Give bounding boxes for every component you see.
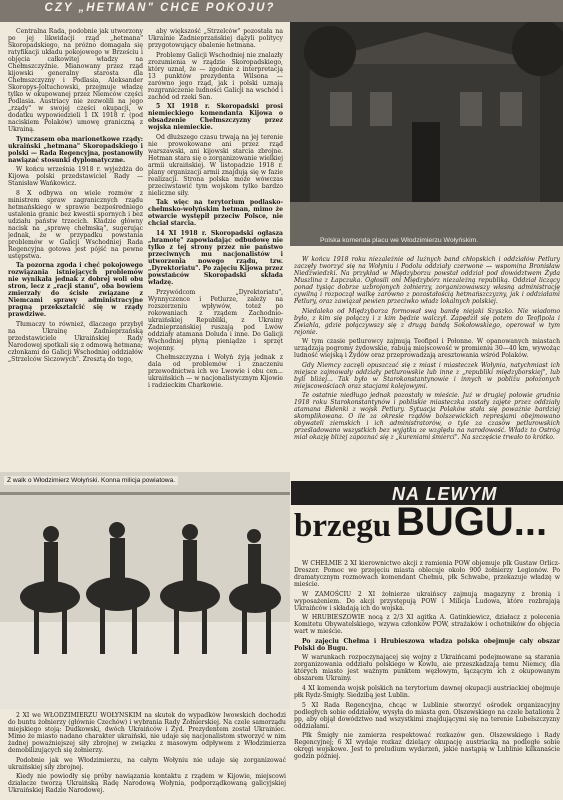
paragraph: 14 XI 1918 r. Skoropadski ogłasza „hramotę" zapowiadając odbudowę nie tylko z tej strony przez nie państwo przeciwnych mu nacjonalistów i utworzenia nowego rządu, tzw. „Dyrektoriatu". Po zajęciu Kijowa przez powstańców Skoropadski składa władzę. xyxy=(148,229,283,286)
paragraph: Tak więc na terytorium podlasko-chełmsko-wołyńskim hetman, mimo że otwarcie występił przeciw Polsce, nie chciał starcia. xyxy=(148,199,283,228)
paragraph: Problemy Galicji Wschodniej nie znalazły zrozumienia w rządzie Skoropadskiego, który uznał, że — zgodnie z interpretacją 13 punktów prezydenta Wilsona — zarówno jego rząd, jak i polski uznają rozgraniczenie ludności Galicji na wschód i zachód od rzeki San. xyxy=(148,51,283,101)
paragraph: W ZAMOŚCIU 2 XI żołnierze ukraińscy zajmują magazyny z bronią i wyposażeniem. Do akcji przystępują POW i Milicja Ludowa, które rozbrajają Ukraińców i składają ich do wojska. xyxy=(294,590,560,612)
paragraph: Niedaleko od Międzyborza formował swą bandę niejaki Szyszko. Nie wiadomo było, z kim się połączy i z kim będzie walczył. Zapędził się potem do Teofipola i Zwiahla, gdzie połączywszy się z drugą bandą Sokołowskiego, operował w tym rejonie. xyxy=(294,307,560,336)
article-column-right-bottom xyxy=(294,560,560,796)
paragraph: Kiedy nie powiodły się próby nawiązania kontaktu z rządem w Kijowie, miejscowi działacze tworzą Ukraińską Radę Narodową Wołynia, podporządkowaną galicyjskiej Ukraińskiej Radzie Narodowej. xyxy=(8,773,286,795)
paragraph: Gdy Niemcy zaczęli opuszczać się z miast i miasteczek Wołynia, natychmiast ich miejsce zajmowały oddziały petlurowskie lub inne z „republiki międzyborskiej", lub byli bliżej... Tak było w Starokonstantynowie i innych w pobliżu położonych miejscowościach oraz stacjami kolejowymi. xyxy=(294,361,560,390)
paragraph: W warunkach rozpoczynającej się wojny z Ukraińcami podejmowane są starania zorganizowania oddziału polskiego w Kowlu, aie przeszkadzają temu Niemcy, dla których miasto jest ważnym punktem węzłowym, łączącym ich z okupowanym obszarem Ukrainy. xyxy=(294,654,560,683)
paragraph: Przywódcom „Dyrektoriatu", Wynnyczence i Petlurze, zależy na rozszerzeniu wpływów, toteż po rokowaniach z rządem Zachodnio-ukraińskiej Republiki, z Ukrainy Zadnieprzańskiej ruszają pod Lwów oddziały atamana Doluda i inne. Do Galicji Wschodniej płyną pieniądze i sprzęt wojenny. xyxy=(148,288,283,352)
paragraph: W końcu września 1918 r. wyjeżdża do Kijowa polski przedstawiciel Rady — Stanisław Wańkowicz. xyxy=(8,166,143,188)
photo-mounted-militia-image xyxy=(0,472,290,709)
paragraph: 5 XI 1918 r. Skoropadski prosi niemieckiego komendanta Kijowa o obsadzenie Chełmszczyzny przez wojska niemieckie. xyxy=(148,103,283,132)
headline-na-lewym: NA LEWYM xyxy=(392,484,498,504)
paragraph: Te ostatnie niedługo jednak pozostały w mieście. Już w drugiej połowie grudnia 1918 roku Starokonstantynów i pobliskie miasteczka zostały zajęte przez oddziały atamana Bidenki z wojsk Petlury. Sytuacja Polaków stała się poważnie bardziej skomplikowana. O ile za okresie rządów bolszewickich represjami obejmowano obywateli ziemskich i ich administratorów, o tyle za czasów petlurowskich prześladowano wszystkich bez wyjątku ze względu na narodowość. Władz to Ostróg miał okazję bliżej zapoznać się z „kureniami śmierci". Na szczęście trwało to krótko. xyxy=(294,392,560,442)
paragraph: 5 XI Rada Regencyjna, chcąc w Lublinie stworzyć ośrodek organizacyjny podległych sobie oddziałów, wysyła do miasta gen. Olszewskiego na czele batalionu 2 pp, aby objął dowództwo nad wszystkimi znajdującymi się na terenie Lubelszczyzny oddziałami. xyxy=(294,701,560,730)
paragraph: aby większość „Strzelców" pozostała na Ukrainie Zadnieprzańskiej dążyli politycy przygotowujący obalenie hetmana. xyxy=(148,28,283,49)
article-column-2 xyxy=(148,28,283,464)
paragraph: Centralna Rada, podobnie jak utworzony po jej likwidacji rząd „hetmana" Skoropadskiego, na próżno domagała się ratyfikacji układu pokojowego w Brześciu i objęcia całkowitej władzy na Chełmszczyźnie. Mianowany przez rząd kijowski generalny starosta dla Chełmszczyzny i Podlasia, Aleksander Skoropys-Joltuchowski, przejmuje władzę tylko w okupowanej przez Niemców części Podlasia. Austriacy nie zezwolili na jego „rządy" w swojej części okupacji, w dodatku wypowiedzieli 1 IX 1918 r. (pod naciskiem Polaków) umowę graniczną z Ukrainą. xyxy=(8,28,143,133)
paragraph: W CHEŁMIE 2 XI kierownictwo akcji z ramienia POW objemuje płk Gustaw Orlicz-Dreszer. Pomoc we przejęciu miasta oblecuje około 900 żołnierzy Legionów. Po dramatycznym rozmowach komendant Chełmu, płk Schwabe, przekazuje władzę w mieście. xyxy=(294,560,560,588)
paragraph: Podobnie jak we Włodzimierzu, na całym Wołyniu nie udaje się zorganizować ukraińskiej siły zbrojnej. xyxy=(8,756,286,771)
paragraph: Chełmszczyzna i Wołyń żyją jednak z dala od problemów i znaczeniu przewodnictwa ich we Lwowie i obu cen... ukraińskich — w nacjonalistycznym Kijowie i radzieckim Charkowie. xyxy=(148,354,283,390)
photo-mounted-militia xyxy=(0,472,290,709)
paragraph: W HRUBIESZOWIE nocą z 2/3 XI agitka A. Gatinkiewicz, działacz z polecenia Komitetu Obywatelskiego, wzywa członków POW, strażaków i ochotników do objęcia wart w mieście. xyxy=(294,614,560,636)
paragraph: Ta pozorna zgoda i chęć pokojowego rozwiązania istniejących problemów nie wynikała jednak z dobrej woli obu stron, lecz z „racji stanu", oba bowiem zmierzały do ścisłe związane z Niemcami sprawy administracyjne pragną przekształcić się w rządy prawdziwe. xyxy=(8,262,143,319)
paragraph: W końcu 1918 roku niezależnie od lużnych band chłopskich i oddziałów Petlury zaczęły tworzyć się na Wołyniu i Podolu oddziały czerwone — wspomina Bronisław Niedźwiedzki. Na przykład w Międzyborzu powstał oddział pod dowództwem Żyda Muszlina z Łapczuka. Ogłosili oni Międzybórz niezależną republiką. Oddział liczący ponad tysiąc dobrze uzbrojonych żołnierzy, zorganizowawszy własną administrację cywilną i rozpoczął walkę zarówno z pozostałością hetmańszczyzny, jak i oddziałami Petlury, oraz zawiązał pewien przeciwko władz lokalnych polskiej. xyxy=(294,256,560,305)
paragraph: Tłumaczy to również, dlaczego przybył na Ukrainę Zadnieprzańską przedstawiciele Ukraińskiej Rady Narodowej spotkali się z odmową hetmana; członkami do Galicji Wschodniej oddziałów „Strzelców Siczowych". Zresztą do tego, xyxy=(8,320,143,363)
photo-command-building xyxy=(290,22,563,246)
paragraph: Płk Śmigły nie zamierza respektować rozkazów gen. Olszewskiego i Rady Regencyjnej; 6 XI wydaje rozkaz dzielący okupację austriacką na podległe sobie okręgi wojskowe. Jest to preludium wydarzeń, jakie nastąpią w Lublinie kilkanaście godzin później. xyxy=(294,732,560,761)
article-column-bottom-left xyxy=(8,712,286,798)
paragraph: 8 X odbywa on wiele rozmów z ministrem spraw zagranicznych rządu hetmańskiego w sprawie bezpośredniego ustalenia granic bez kwestii spornych i bez udziału państw trzecich. Kładzie główny nacisk na „sprawę chełmską", sugerując jednak, że w przypadku powstania problemów w Galicji Wschodniej Rada Regencyjna gotowa jest pójść na pewne ustępstwa. xyxy=(8,189,143,260)
page-title: CZY „HETMAN" CHCE POKOJU? xyxy=(44,2,276,14)
photo-command-building-image xyxy=(290,22,563,246)
paragraph: Tymczasem oba marionetkowe rządy: ukraiński „hetmana" Skoropadskiego i polski — Rada Regencyjna, postanowiły nawiązać stosunki dyplomatyczne. xyxy=(8,135,143,164)
paragraph: Po zajęciu Chełma i Hrubieszowa władza polska obejmuje cały obszar Polski do Bugu. xyxy=(294,637,560,652)
article-column-right-top xyxy=(294,256,560,478)
paragraph: 2 XI we WŁODZIMIERZU WOŁYŃSKIM na skutek do wypadków lwowskich dochodzi do buntu żołnierzy (głównie Czechów) i wybrania Rady Żołnierskiej. Na czele samorządu miejskiego stoją: Dudkowski, dwóch Ukraińców i Żyd. Prezydentem został Ukrainiec. Mimo że miasto nadano charakter ukraiński, nie udaje się nacjonalistom stworzyć w nim żadnej poważniejszej siły zbrojnej w związku z masowym odpływem z Włodzimierza demobilizujących się żołnierzy. xyxy=(8,712,286,754)
photo-mounted-militia-caption: Z walk o Włodzimierz Wołyński. Konna milicja powiatowa. xyxy=(4,476,178,485)
article-column-1 xyxy=(8,28,143,464)
paragraph: 4 XI komenda wojsk polskich na terytorium dawnej okupacji austriackiej obejmuje płk Rydz-Śmigły. Siedzibą jest Lublin. xyxy=(294,684,560,699)
headline-brzegu: brzegu xyxy=(294,508,392,544)
paragraph: W tym czasie petlurowcy zajmują Teofipol i Połonne. W opanowanych miastach urządzają pogromy żydowskie, rabują miejscowość w promieniu 30—40 km, wywożąc ludność wiejską i Żydów oraz przeprowadzają aresztowania wśród Polaków. xyxy=(294,338,560,360)
photo-command-building-caption: Polska komenda placu we Włodzimierzu Wołyńskim. xyxy=(320,237,479,244)
paragraph: Od dłuższego czasu trwają na jej terenie nie prowokowane ani przez rząd warszawski, ani kijowski starcia zbrojne. Hetman stara się o zorganizowanie wielkiej armii ukraińskiej. W listopadzie 1918 r. plany organizacji armii znajdują się w fazie realizacji. Strona polska może wówczas przeciwstawić tym wojskom tylko bardzo nieliczne siły. xyxy=(148,133,283,197)
headline-bugu: BUGU... xyxy=(396,500,548,544)
